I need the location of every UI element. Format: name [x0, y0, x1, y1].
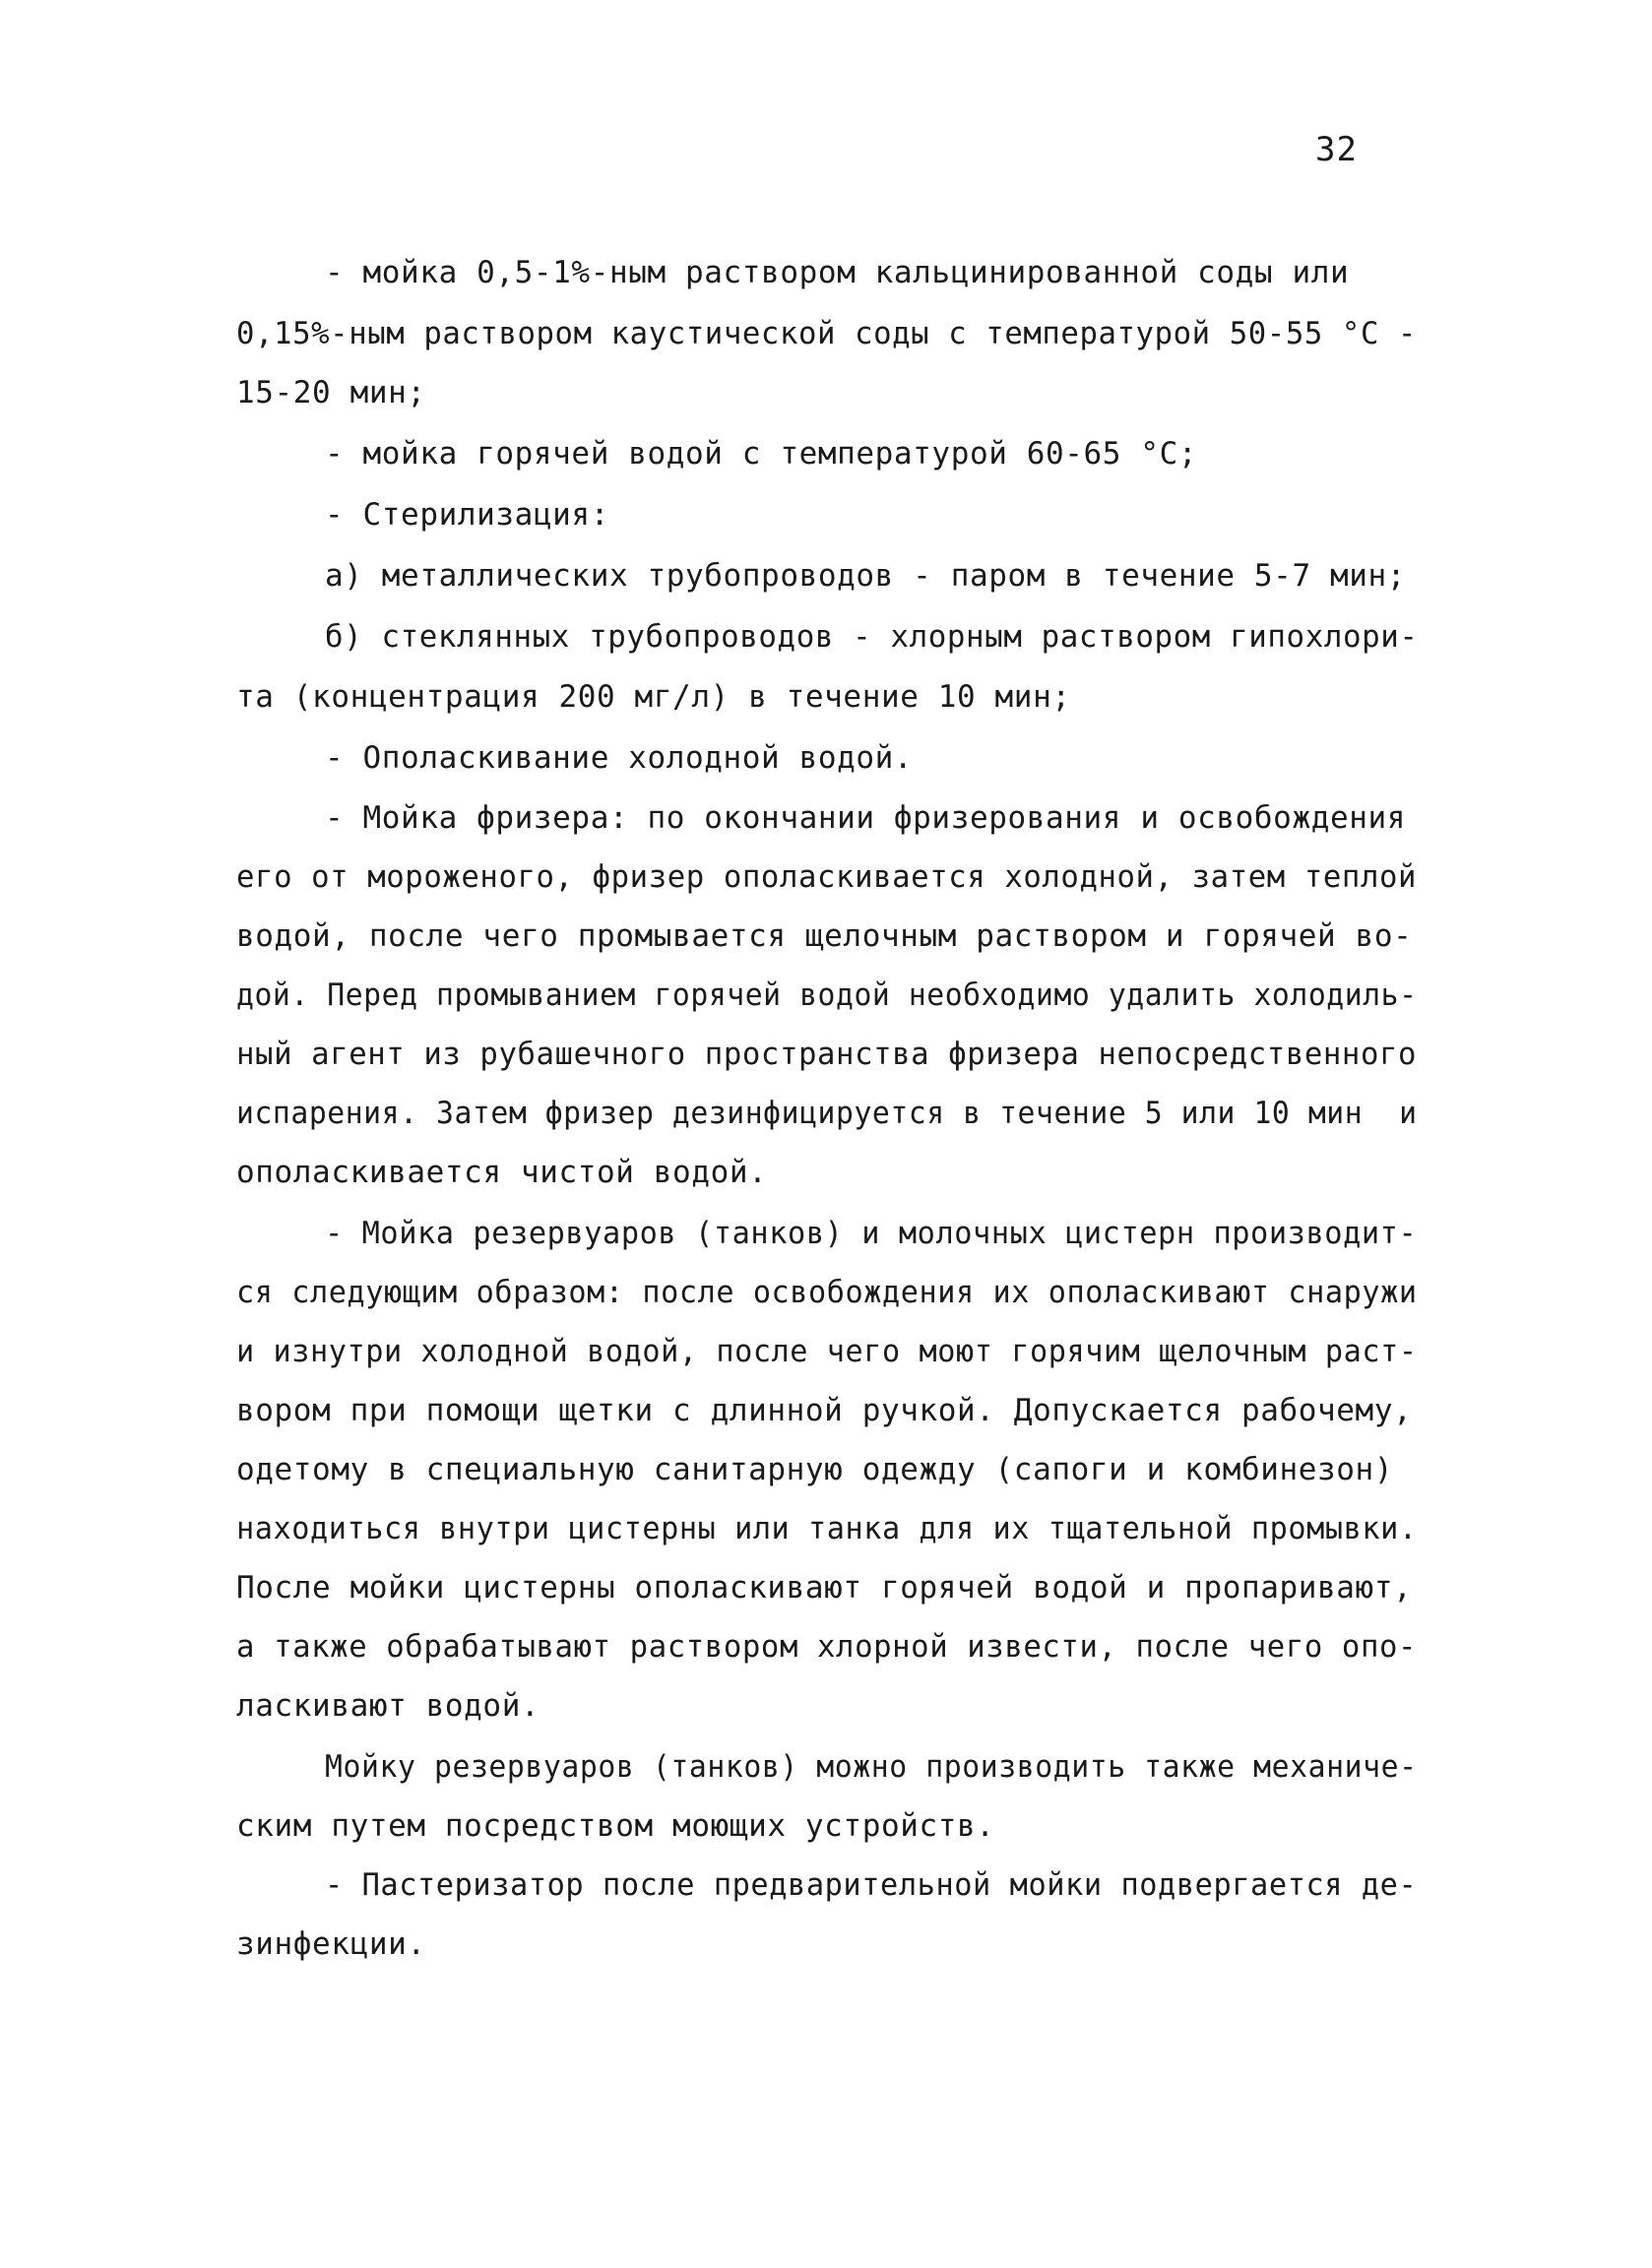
text-line: 15-20 мин; — [236, 375, 426, 410]
text-line: ласкивают водой. — [236, 1688, 540, 1724]
text-line: ный агент из рубашечного пространства фризера непосредственного — [236, 1037, 1418, 1072]
text-line: - Пастеризатор после предварительной мойки подвергается де- — [325, 1867, 1418, 1903]
text-line: 0,15%-ным раствором каустической соды с температурой 50-55 °С - — [236, 316, 1418, 351]
text-line: - мойка 0,5-1%-ным раствором кальцинированной соды или — [325, 255, 1350, 290]
page-number: 32 — [1315, 130, 1358, 169]
text-line: зинфекции. — [236, 1926, 426, 1962]
text-line: а также обрабатывают раствором хлорной извести, после чего опо- — [236, 1629, 1418, 1665]
text-line: вором при помощи щетки с длинной ручкой. Допускается рабочему, — [236, 1393, 1413, 1428]
text-line: и изнутри холодной водой, после чего моют горячим щелочным раст- — [236, 1334, 1418, 1369]
text-line: испарения. Затем фризер дезинфицируется в течение 5 или 10 мин и — [236, 1096, 1418, 1131]
text-line: ся следующим образом: после освобождения их ополаскивают снаружи — [236, 1275, 1418, 1310]
text-line: его от мороженого, фризер ополаскивается холодной, затем теплой — [236, 859, 1418, 895]
text-line: - мойка горячей водой с температурой 60-65 °С; — [325, 436, 1198, 472]
text-line: дой. Перед промыванием горячей водой необходимо удалить холодиль- — [236, 977, 1418, 1013]
text-line: водой, после чего промывается щелочным раствором и горячей во- — [236, 918, 1413, 954]
text-line: б) стеклянных трубопроводов - хлорным раствором гипохлори- — [325, 619, 1419, 655]
text-line: - Мойка резервуаров (танков) и молочных цистерн производит- — [325, 1216, 1418, 1251]
text-line: находиться внутри цистерны или танка для их тщательной промывки. — [236, 1511, 1418, 1546]
text-line: а) металлических трубопроводов - паром в течение 5-7 мин; — [325, 558, 1407, 594]
text-line: Мойку резервуаров (танков) можно производить также механиче- — [325, 1749, 1418, 1785]
text-line: После мойки цистерны ополаскивают горячей водой и пропаривают, — [236, 1570, 1413, 1606]
text-line: - Стерилизация: — [325, 497, 609, 533]
text-line: - Мойка фризера: по окончании фризерования и освобождения — [325, 800, 1407, 836]
text-line: та (концентрация 200 мг/л) в течение 10 мин; — [236, 679, 1071, 715]
text-line: одетому в специальную санитарную одежду (сапоги и комбинезон) — [236, 1452, 1394, 1487]
text-line: ским путем посредством моющих устройств. — [236, 1808, 995, 1844]
text-line: ополаскивается чистой водой. — [236, 1155, 768, 1190]
text-line: - Ополаскивание холодной водой. — [325, 740, 914, 776]
